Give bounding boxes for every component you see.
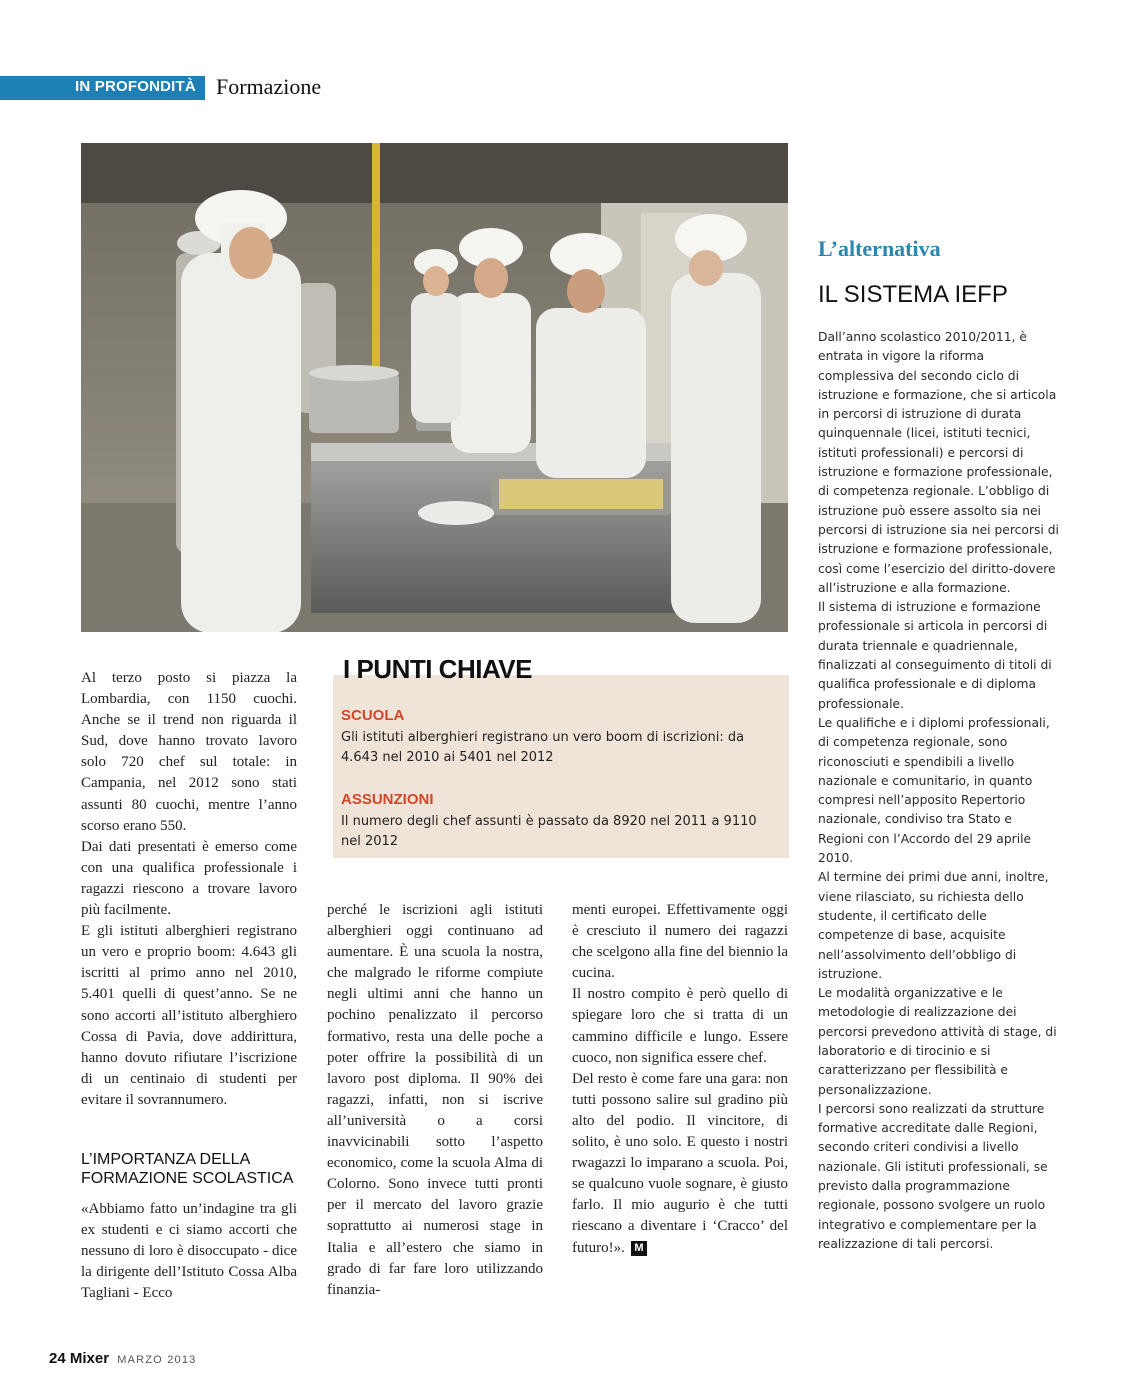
article-paragraph: E gli istituti alberghieri registrano un vero e proprio boom: 4.643 gli iscritti al primo anno nel 2010, 5.401 quelli di quest’anno. Se ne sono accorti all’istituto alberghiero Cossa di Pavia, dove addirittura, hanno dovuto rifiutare l’iscrizione di un centinaio di studenti per evitare il sovrannumero. [81, 923, 297, 1108]
sidebar-paragraph: Al termine dei primi due anni, inoltre, viene rilasciato, su richiesta dello studente, il certificato delle competenze di base, acquisite nell’assolvimento dell’obbligo di istruzione. [818, 870, 1049, 981]
sidebar-title: IL SISTEMA IEFP [818, 281, 1008, 308]
key-point-text: Gli istituti alberghieri registrano un vero boom di iscrizioni: da 4.643 nel 2010 ai 5401 nel 2012 [341, 730, 745, 765]
article-column-3 [572, 900, 788, 1259]
key-point-heading: SCUOLA [341, 707, 405, 724]
sidebar-paragraph: Le modalità organizzative e le metodologie di realizzazione dei percorsi prevedono attività di stage, di laboratorio e di tirocinio e si caratterizzano per flessibilità e personalizzazione. [818, 986, 1057, 1097]
section-tag: IN PROFONDITÀ [75, 78, 196, 95]
magazine-name: Mixer [69, 1350, 110, 1367]
kitchen-photo-illustration [81, 143, 788, 632]
key-points-title: I PUNTI CHIAVE [343, 654, 532, 684]
article-paragraph: menti europei. Effettivamente oggi è cresciuto il numero dei ragazzi che scelgono alla fine del biennio la cucina. [572, 902, 788, 982]
sidebar-paragraph: Le qualifiche e i diplomi professionali, di competenza regionale, sono riconosciuti e spendibili a livello nazionale e comunitario, in quanto compresi nell’apposito Repertorio nazionale, condiviso tra Stato e Regioni con l’Accordo del 29 aprile 2010. [818, 715, 1050, 866]
article-column-2 [327, 900, 543, 1301]
page-footer [49, 1350, 196, 1367]
article-column-1-continued [81, 1199, 297, 1304]
page-number: 24 [49, 1350, 66, 1367]
sidebar-paragraph: Dall’anno scolastico 2010/2011, è entrata in vigore la riforma complessiva del secondo ciclo di istruzione e formazione, che si articola in percorsi di istruzione di durata quinquennale (licei, istituti tecnici, istituti professionali) e percorsi di istruzione e formazione professionale, di competenza regionale. L’obbligo di istruzione può essere assolto sia nei percorsi di istruzione sia nei percorsi di istruzione e formazione professionale, così come l’esercizio del diritto-dovere all’istruzione e alla formazione. [818, 330, 1059, 595]
sidebar-paragraph: I percorsi sono realizzati da strutture formative accreditate dalle Regioni, secondo criteri condivisi a livello nazionale. Gli istituti professionali, se previsto dalla programmazione regionale, possono svolgere un ruolo integrativo e complementare per la realizzazione di tali percorsi. [818, 1101, 1048, 1251]
article-paragraph: Al terzo posto si piazza la Lombardia, con 1150 cuochi. Anche se il trend non riguarda il Sud, dove hanno trovato lavoro solo 720 chef sul totale: in Campania, nel 2012 sono stati assunti 80 cuochi, mentre l’anno scorso erano 550. [81, 670, 297, 834]
article-paragraph-text: Del resto è come fare una gara: non tutti possono salire sul gradino più alto del podio. Il vincitore, di solito, è uno solo. E questo i nostri rwagazzi lo imparano a scuola. Poi, se qualcuno vuole sognare, è giusto farlo. Il mio augurio è che tutti riescano a diventare i ‘Cracco’ del futuro!». [572, 1070, 788, 1256]
end-mark-icon: M [631, 1241, 647, 1256]
key-point-heading: ASSUNZIONI [341, 791, 434, 808]
article-paragraph: perché le iscrizioni agli istituti alberghieri oggi continuano ad aumentare. È una scuola la nostra, che malgrado le riforme compiute negli ultimi anni che hanno un pochino penalizzato il percorso formativo, resta una delle poche a poter offrire la possibilità di un lavoro post diploma. Il 90% dei ragazzi, infatti, non si iscrive all’università o a corsi inavvicinabili sotto l’aspetto economico, come la scuola Alma di Colorno. Sono invece tutti pronti per il mercato del lavoro grazie soprattutto ai numerosi stage in Italia e all’estero che siamo in grado di far fare loro utilizzando finanzia- [327, 902, 543, 1298]
sidebar-paragraph: Il sistema di istruzione e formazione professionale si articola in percorsi di durata triennale e quadriennale, finalizzati al conseguimento di titoli di qualifica professionale e di diploma professionale. [818, 600, 1052, 711]
section-title: Formazione [216, 74, 322, 99]
sidebar-kicker: L’alternativa [818, 236, 941, 261]
article-paragraph: Dai dati presentati è emerso come con una qualifica professionale i ragazzi riescono a trovare lavoro più facilmente. [81, 838, 297, 919]
article-paragraph: Il nostro compito è però quello di spiegare loro che si tratta di un cammino difficile e lungo. Essere cuoco, non significa essere chef. [572, 986, 788, 1066]
article-subheading: L’IMPORTANZA DELLA FORMAZIONE SCOLASTICA [81, 1151, 294, 1187]
article-column-1 [81, 668, 297, 1111]
kitchen-photo [81, 143, 788, 632]
article-paragraph: «Abbiamo fatto un’indagine tra gli ex studenti e ci siamo accorti che nessuno di loro è disoccupato - dice la dirigente dell’Istituto Cossa Alba Tagliani - Ecco [81, 1201, 297, 1302]
key-point-text: Il numero degli chef assunti è passato da 8920 nel 2011 a 9110 nel 2012 [341, 814, 757, 849]
sidebar-body [818, 328, 1060, 1254]
article-paragraph [572, 1069, 788, 1259]
issue-date: MARZO 2013 [117, 1354, 197, 1366]
